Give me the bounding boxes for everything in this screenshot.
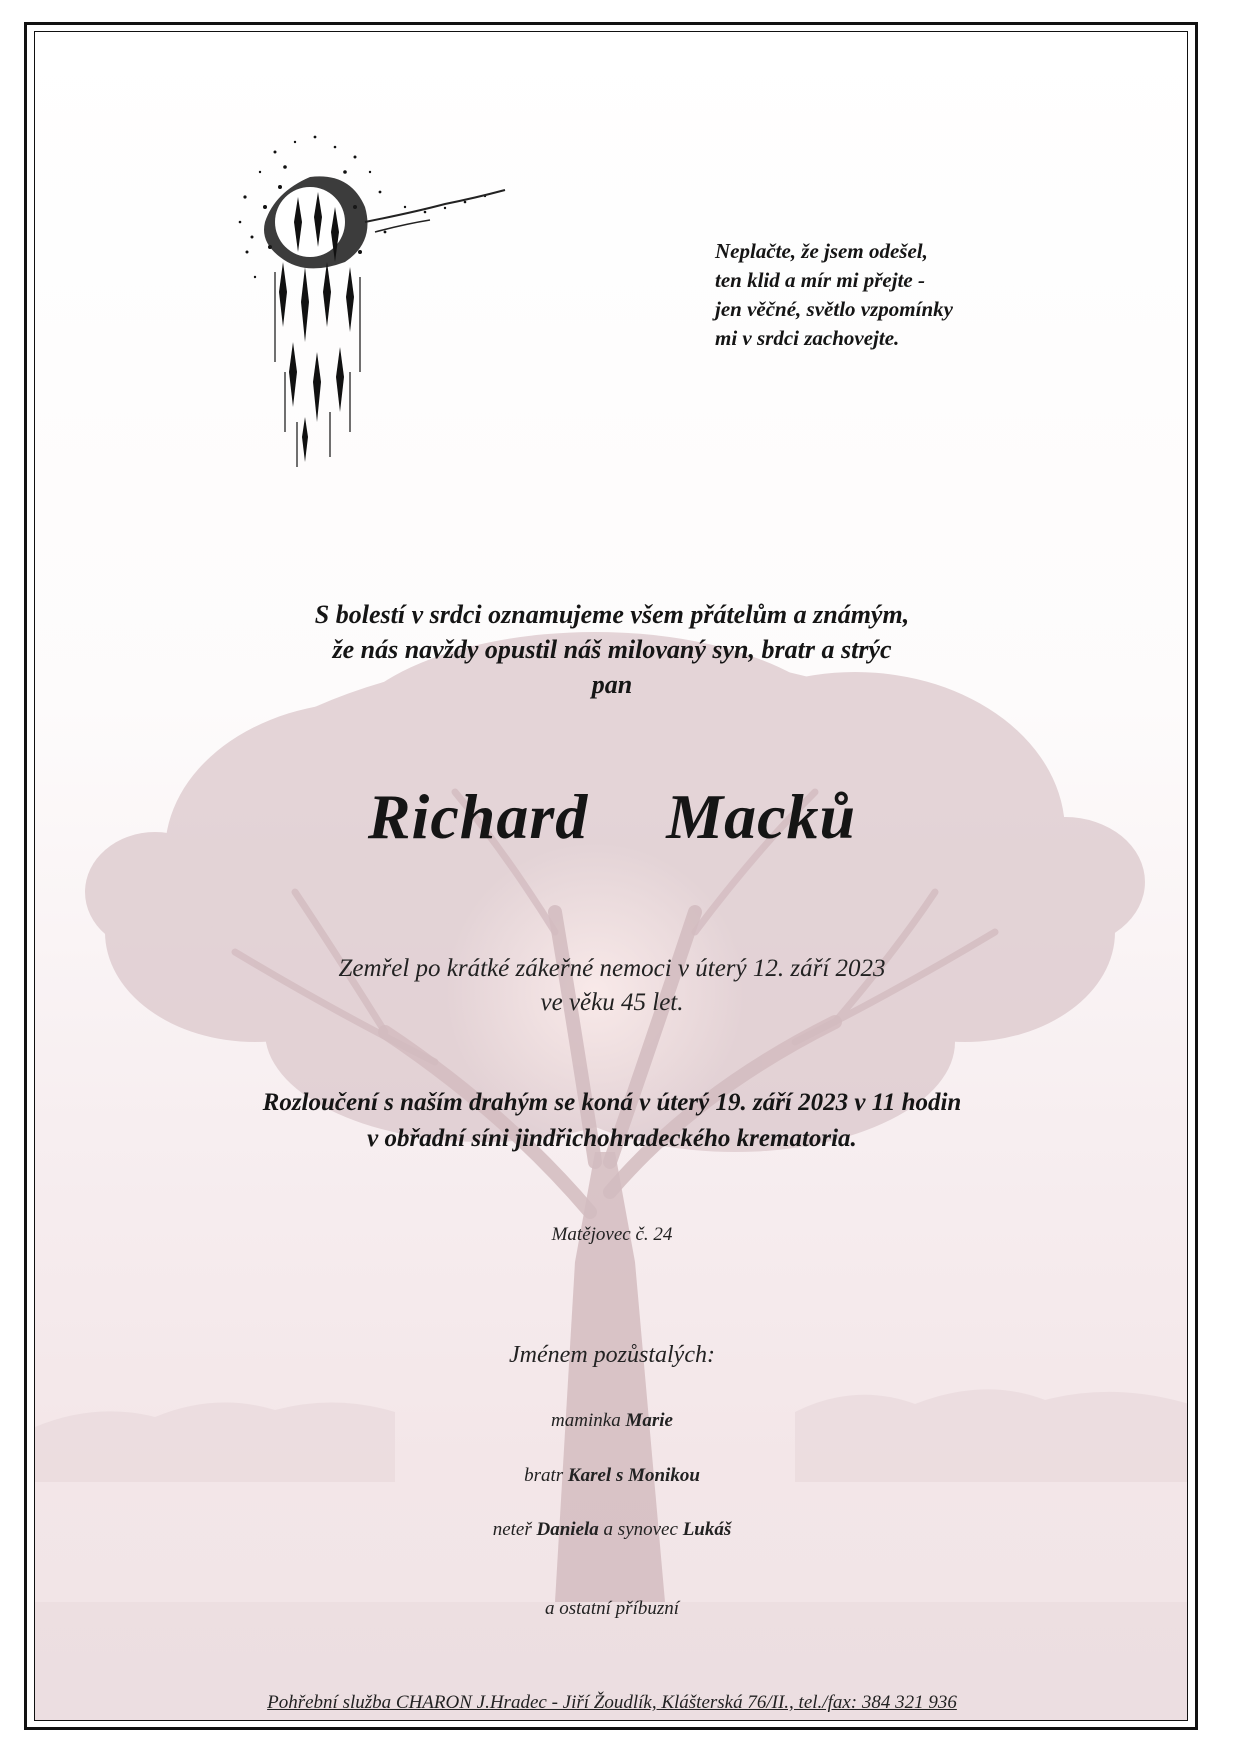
funeral-line: Rozloučení s naším drahým se koná v úterý 19. září 2023 v 11 hodin bbox=[262, 1089, 962, 1116]
relation-label: a synovec bbox=[603, 1519, 678, 1540]
funeral-line: v obřadní síni jindřichohradeckého krematoria. bbox=[367, 1125, 857, 1152]
relative-name: Karel s Monikou bbox=[567, 1465, 700, 1486]
death-info bbox=[35, 952, 1188, 1020]
notice-card bbox=[34, 31, 1188, 1721]
relative-brother bbox=[35, 1465, 1188, 1487]
other-relatives: a ostatní příbuzní bbox=[544, 1598, 680, 1619]
relative-name: Lukáš bbox=[682, 1519, 732, 1540]
verse-line: jen věčné, světlo vzpomínky bbox=[715, 297, 953, 321]
death-line: ve věku 45 let. bbox=[540, 989, 684, 1016]
announcement-line: S bolestí v srdci oznamujeme všem přátelům a známým, bbox=[314, 600, 910, 629]
deceased-name: Richard Macků bbox=[367, 781, 857, 852]
verse-line: Neplačte, že jsem odešel, bbox=[715, 239, 928, 263]
announcement bbox=[35, 597, 1188, 702]
verse-line: mi v srdci zachovejte. bbox=[715, 326, 900, 350]
relative-mother bbox=[35, 1410, 1188, 1432]
survivors-title: Jménem pozůstalých: bbox=[509, 1342, 715, 1368]
relation-label: maminka bbox=[551, 1410, 621, 1431]
relative-niece-nephew bbox=[35, 1519, 1188, 1541]
death-line: Zemřel po krátké zákeřné nemoci v úterý 12. září 2023 bbox=[338, 955, 886, 982]
relative-name: Marie bbox=[625, 1410, 673, 1431]
announcement-line: že nás navždy opustil náš milovaný syn, bratr a strýc bbox=[332, 635, 892, 664]
verse-poem bbox=[715, 237, 1095, 353]
announcement-line: pan bbox=[591, 670, 633, 699]
relative-name: Daniela bbox=[536, 1519, 599, 1540]
relation-label: neteř bbox=[492, 1519, 532, 1540]
sun-rain-emblem bbox=[185, 112, 525, 472]
verse-line: ten klid a mír mi přejte - bbox=[715, 268, 925, 292]
relation-label: bratr bbox=[524, 1465, 564, 1486]
address: Matějovec č. 24 bbox=[551, 1224, 673, 1245]
funeral-service-footer: Pohřební služba CHARON J.Hradec - Jiří Žoudlík, Klášterská 76/II., tel./fax: 384 321 936 bbox=[267, 1692, 957, 1713]
funeral-info bbox=[35, 1085, 1188, 1157]
